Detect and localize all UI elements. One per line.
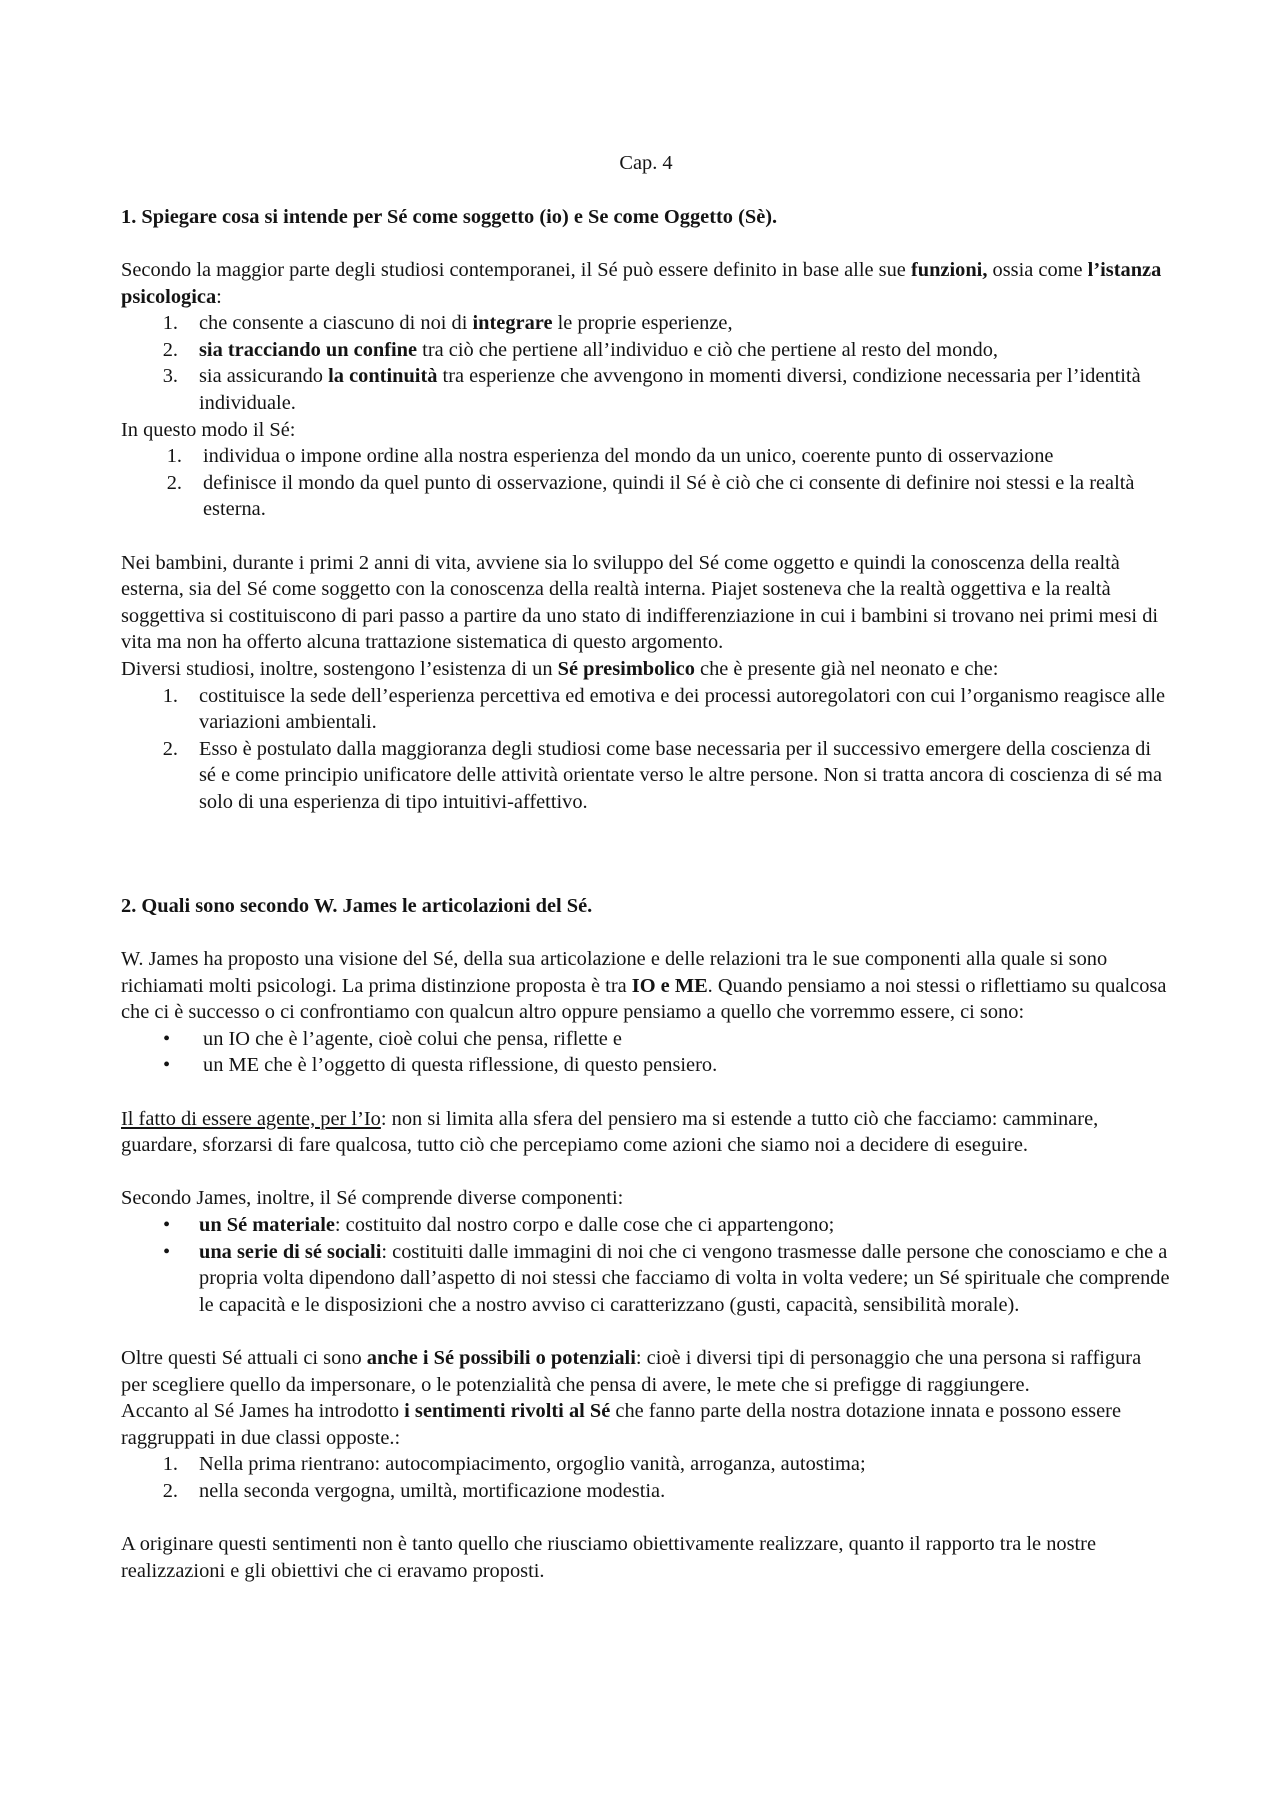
q2-intro-paragraph: W. James ha proposto una visione del Sé, della sua articolazione e delle relazioni tra le sue componenti alla quale si sono richiamati molti psicologi. La prima distinzione proposta è tra IO e ME. Quando pensiamo a noi stessi o riflettiamo su qualcosa che ci è successo o ci confrontiamo con qualcun altro oppure pensiamo a quello che vorremmo essere, ci sono: bbox=[121, 948, 1167, 1024]
list-item: 3. sia assicurando la continuità tra esperienze che avvengono in momenti diversi, condizione necessaria per l’identità individuale. bbox=[162, 365, 1141, 414]
list-item: 1. individua o impone ordine alla nostra esperienza del mondo da un unico, coerente punto di osservazione bbox=[166, 445, 1054, 468]
q2-components-intro: Secondo James, inoltre, il Sé comprende diverse componenti: bbox=[121, 1187, 624, 1210]
q1-children-paragraph: Nei bambini, durante i primi 2 anni di vita, avviene sia lo sviluppo del Sé come oggetto e quindi la conoscenza della realtà esterna, sia del Sé come soggetto con la conoscenza della realtà interna. Piajet sosteneva che la realtà oggettiva e la realtà soggettiva si costituiscono di pari passo a partire da uno stato di indifferenziazione in cui i bambini si trovano nei primi mesi di vita ma non ha offerto alcuna trattazione sistematica di questo argomento. bbox=[121, 551, 1159, 654]
list-item: 2. definisce il mondo da quel punto di osservazione, quindi il Sé è ciò che ci consente di definire noi stessi e la realtà esterna. bbox=[166, 471, 1135, 521]
question-1-title: 1. Spiegare cosa si intende per Sé come soggetto (io) e Se come Oggetto (Sè). bbox=[121, 206, 778, 228]
list-item: 2. sia tracciando un confine tra ciò che pertiene all’individuo e ciò che pertiene al resto del mondo, bbox=[162, 338, 998, 361]
list-item: • un Sé materiale: costituito dal nostro corpo e dalle cose che ci appartengono; bbox=[163, 1213, 835, 1236]
question-1-body bbox=[121, 257, 1171, 815]
q1-presymbolic-paragraph: Diversi studiosi, inoltre, sostengono l’esistenza di un Sé presimbolico che è presente già nel neonato e che: bbox=[121, 657, 999, 680]
question-1-heading bbox=[121, 204, 1171, 231]
q2-feelings-list bbox=[121, 1451, 1171, 1504]
q1-self-list bbox=[121, 443, 1171, 523]
q2-agent-paragraph: Il fatto di essere agente, per l’Io: non si limita alla sfera del pensiero ma si estende a tutto ciò che facciamo: camminare, guardare, sforzarsi di fare qualcosa, tutto ciò che percepiamo come azioni che siamo noi a decidere di eseguire. bbox=[121, 1107, 1099, 1157]
chapter-title: Cap. 4 bbox=[619, 152, 673, 174]
list-item: 2. nella seconda vergogna, umiltà, mortificazione modestia. bbox=[162, 1479, 666, 1502]
list-item: 1. costituisce la sede dell’esperienza percettiva ed emotiva e dei processi autoregolatori con cui l’organismo reagisce alle variazioni ambientali. bbox=[162, 684, 1166, 734]
question-2-title: 2. Quali sono secondo W. James le articolazioni del Sé. bbox=[121, 895, 593, 917]
list-item: 1. Nella prima rientrano: autocompiacimento, orgoglio vanità, arroganza, autostima; bbox=[162, 1453, 866, 1476]
q2-conclusion-paragraph: A originare questi sentimenti non è tanto quello che riusciamo obiettivamente realizzare, quanto il rapporto tra le nostre realizzazioni e gli obiettivi che ci eravamo proposti. bbox=[121, 1533, 1097, 1582]
list-item: 2. Esso è postulato dalla maggioranza degli studiosi come base necessaria per il successivo emergere della coscienza di sé e come principio unificatore delle attività orientate verso le altre persone. Non si tratta ancora di coscienza di sé ma solo di una esperienza di tipo intuitivi-affettivo. bbox=[162, 737, 1163, 813]
q1-presymbolic-list bbox=[121, 683, 1171, 816]
list-item: 1. che consente a ciascuno di noi di integrare le proprie esperienze, bbox=[162, 312, 733, 335]
q2-io-me-list bbox=[121, 1026, 1171, 1079]
q1-functions-list bbox=[121, 310, 1171, 416]
q1-intro-paragraph: Secondo la maggior parte degli studiosi contemporanei, il Sé può essere definito in base alle sue funzioni, ossia come l’istanza psicologica: bbox=[121, 259, 1162, 308]
list-item: • una serie di sé sociali: costituiti dalle immagini di noi che ci vengono trasmesse dalle persone che conosciamo e che a propria volta dipendono dall’aspetto di noi stessi che facciamo di volta in volta vedere; un Sé spirituale che comprende le capacità e le disposizioni che a nostro avviso ci caratterizzano (gusti, capacità, sensibilità morale). bbox=[163, 1240, 1170, 1316]
question-2-body bbox=[121, 946, 1171, 1584]
q1-inthis: In questo modo il Sé: bbox=[121, 418, 296, 441]
q2-components-list bbox=[121, 1212, 1171, 1318]
q2-possible-selves-paragraph: Oltre questi Sé attuali ci sono anche i Sé possibili o potenziali: cioè i diversi tipi di personaggio che una persona si raffigura per scegliere quello da impersonare, o le potenzialità che pensa di avere, le mete che si prefigge di raggiungere. bbox=[121, 1346, 1142, 1396]
list-item: • un IO che è l’agente, cioè colui che pensa, riflette e bbox=[163, 1027, 622, 1050]
list-item: • un ME che è l’oggetto di questa riflessione, di questo pensiero. bbox=[163, 1054, 718, 1077]
q2-feelings-paragraph: Accanto al Sé James ha introdotto i sentimenti rivolti al Sé che fanno parte della nostra dotazione innata e possono essere raggruppati in due classi opposte.: bbox=[121, 1400, 1121, 1449]
question-2-heading bbox=[121, 893, 1171, 920]
